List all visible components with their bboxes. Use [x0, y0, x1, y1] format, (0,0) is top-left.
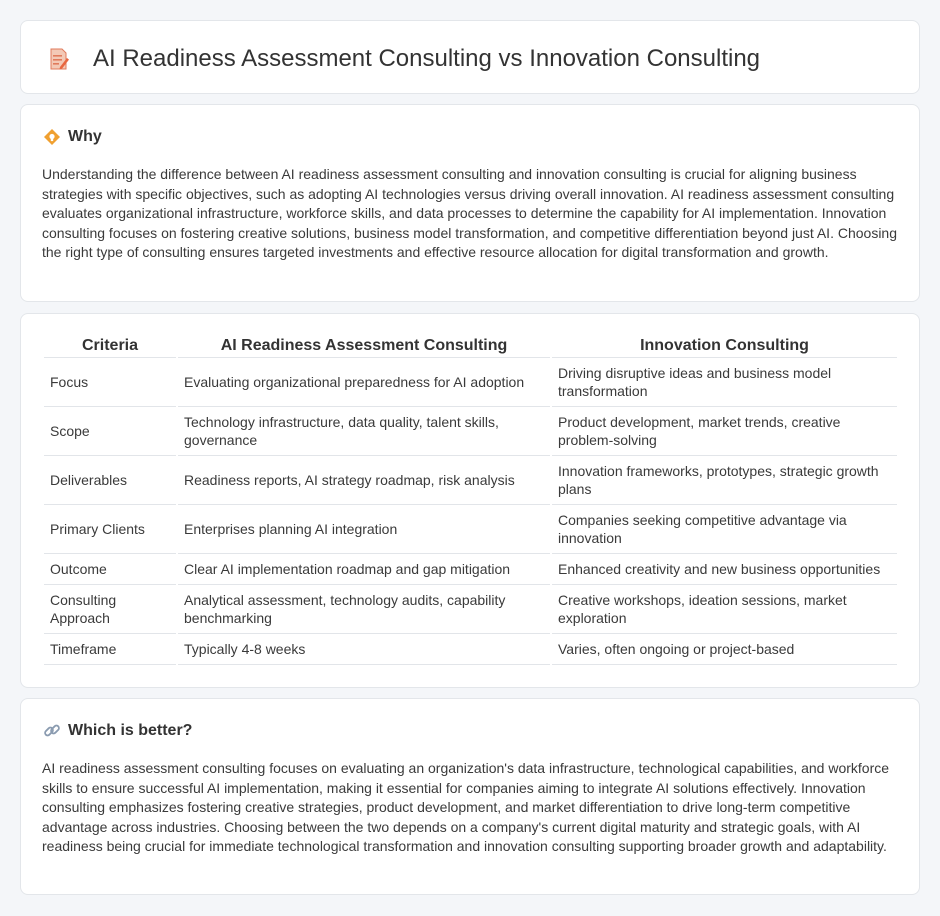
row-innovation: Driving disruptive ideas and business model transformation: [552, 358, 897, 407]
better-heading: Which is better?: [68, 722, 193, 739]
header-ai-readiness: AI Readiness Assessment Consulting: [178, 336, 550, 358]
table-header-row: [44, 336, 897, 358]
row-criteria: Primary Clients: [44, 505, 176, 554]
header-innovation: Innovation Consulting: [552, 336, 897, 358]
header-criteria: Criteria: [44, 336, 176, 358]
why-section: [20, 104, 920, 302]
better-header: [43, 721, 192, 741]
row-innovation: Companies seeking competitive advantage via innovation: [552, 505, 897, 554]
row-ai-readiness: Typically 4-8 weeks: [178, 634, 550, 665]
better-text: AI readiness assessment consulting focuses on evaluating an organization's data infrastructure, technological capabilities, and workforce skills to ensure successful AI implementation, making it essential for companies aiming to integrate AI solutions effectively. Innovation consulting emphasizes fostering creative strategies, product development, and market differentiation to drive long-term competitive advantage across industries. Choosing between the two depends on a company's current digital maturity and strategic goals, with AI readiness being crucial for immediate technological transformation and innovation consulting supporting broader growth and adaptability.: [42, 760, 890, 854]
row-criteria: Deliverables: [44, 456, 176, 505]
row-innovation: Varies, often ongoing or project-based: [552, 634, 897, 665]
table-row: [44, 358, 897, 407]
row-ai-readiness: Technology infrastructure, data quality, talent skills, governance: [178, 407, 550, 456]
why-header: [43, 127, 102, 147]
table-row: [44, 585, 897, 634]
which-is-better-section: [20, 698, 920, 895]
row-criteria: Focus: [44, 358, 176, 407]
lightbulb-diamond-icon: [43, 128, 61, 146]
table-row: [44, 407, 897, 456]
comparison-table: [42, 336, 899, 665]
row-criteria: Scope: [44, 407, 176, 456]
row-criteria: Outcome: [44, 554, 176, 585]
comparison-card: [20, 313, 920, 688]
row-ai-readiness: Evaluating organizational preparedness for AI adoption: [178, 358, 550, 407]
page-title: AI Readiness Assessment Consulting vs Innovation Consulting: [93, 45, 761, 72]
row-ai-readiness: Readiness reports, AI strategy roadmap, risk analysis: [178, 456, 550, 505]
table-row: [44, 505, 897, 554]
link-icon: [43, 722, 61, 740]
table-row: [44, 554, 897, 585]
row-innovation: Creative workshops, ideation sessions, market exploration: [552, 585, 897, 634]
why-text: Understanding the difference between AI readiness assessment consulting and innovation consulting is crucial for aligning business strategies with specific objectives, such as adopting AI technologies versus driving overall innovation. AI readiness assessment consulting evaluates organizational infrastructure, workforce skills, and data processes to determine the capability for AI implementation. Innovation consulting focuses on fostering creative solutions, business model transformation, and competitive differentiation beyond just AI. Choosing the right type of consulting ensures targeted investments and effective resource allocation for digital transformation and growth.: [42, 166, 898, 260]
row-innovation: Product development, market trends, creative problem-solving: [552, 407, 897, 456]
row-ai-readiness: Clear AI implementation roadmap and gap mitigation: [178, 554, 550, 585]
why-heading: Why: [68, 128, 102, 145]
row-innovation: Enhanced creativity and new business opportunities: [552, 554, 897, 585]
table-row: [44, 634, 897, 665]
title-card: [20, 20, 920, 94]
table-row: [44, 456, 897, 505]
document-pencil-icon: [48, 47, 70, 71]
row-ai-readiness: Enterprises planning AI integration: [178, 505, 550, 554]
row-criteria: Timeframe: [44, 634, 176, 665]
row-ai-readiness: Analytical assessment, technology audits, capability benchmarking: [178, 585, 550, 634]
row-innovation: Innovation frameworks, prototypes, strategic growth plans: [552, 456, 897, 505]
row-criteria: Consulting Approach: [44, 585, 176, 634]
